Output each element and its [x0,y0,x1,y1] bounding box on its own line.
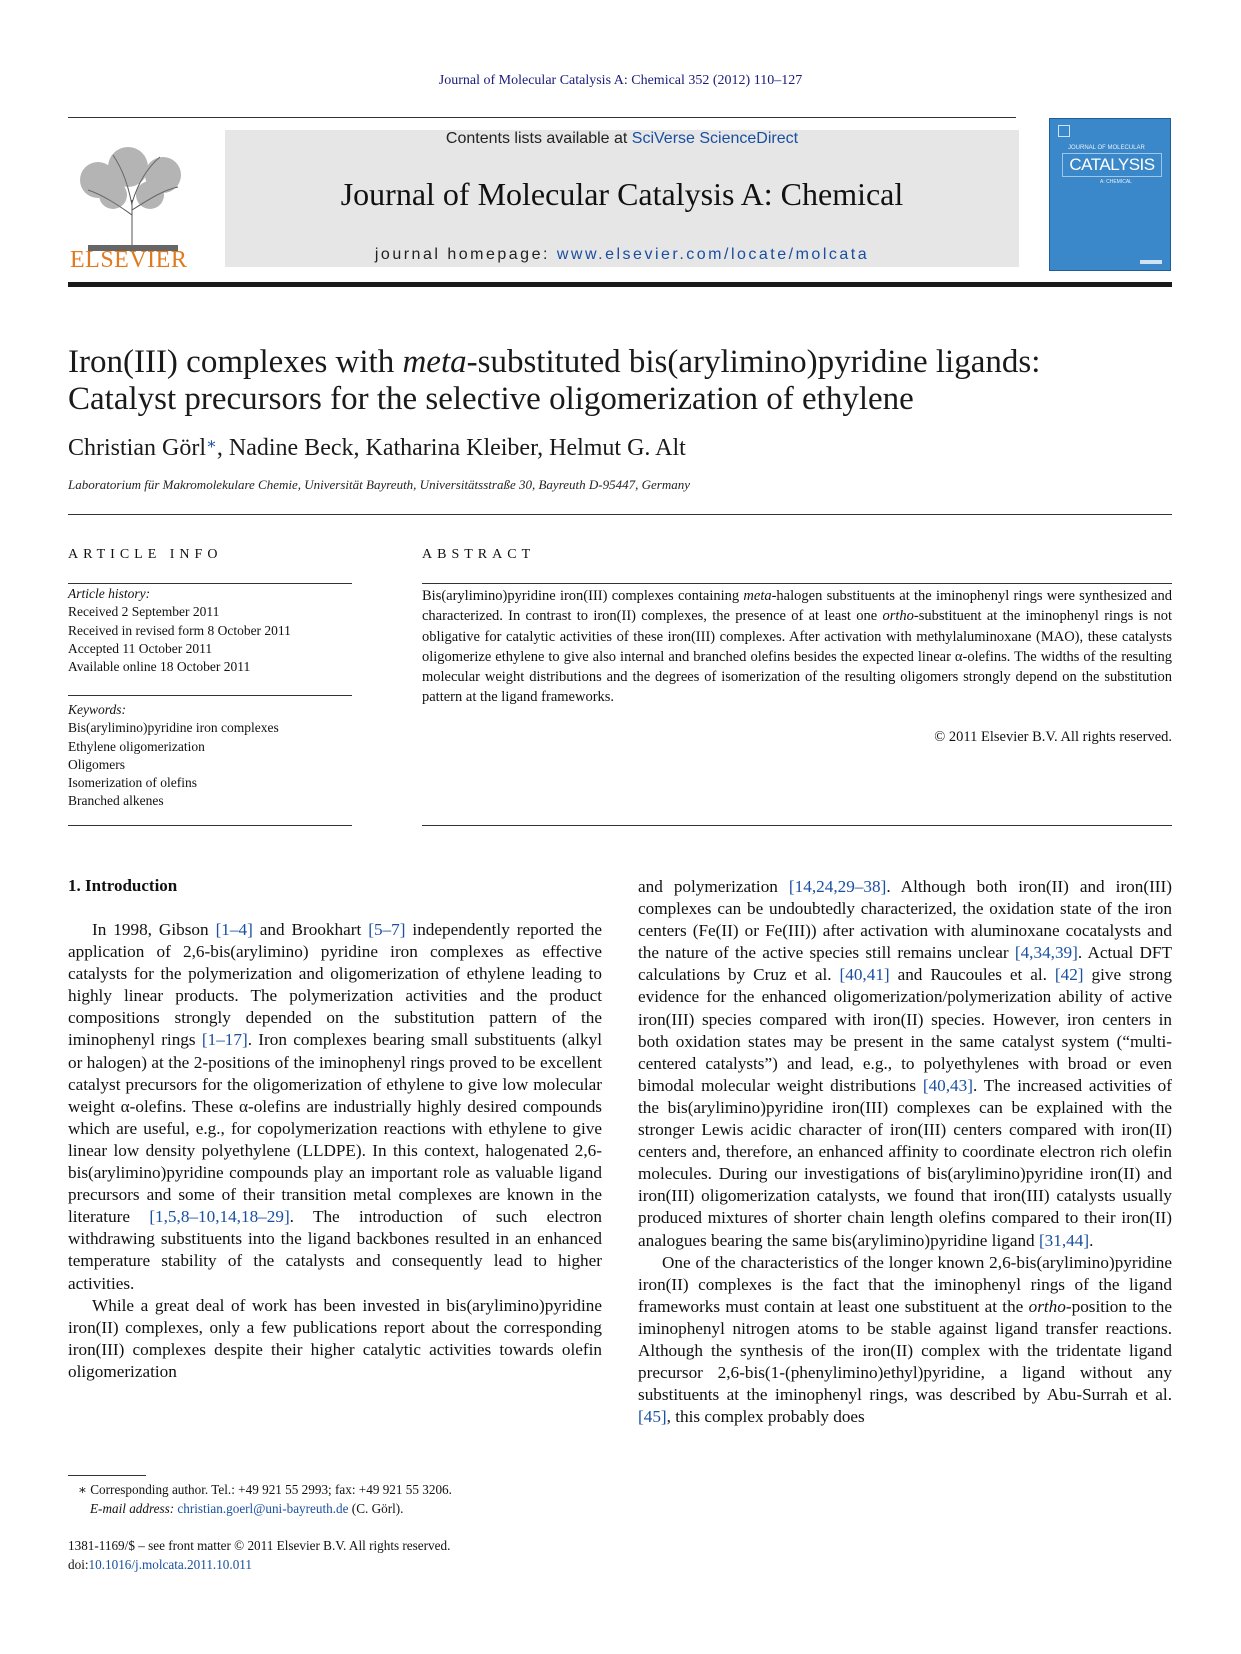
keywords [68,701,352,811]
history-item: Received in revised form 8 October 2011 [68,622,291,638]
footnote-corresponding: Corresponding author. Tel.: +49 921 55 2993; fax: +49 921 55 3206. [86,1482,452,1497]
article-title [68,344,1172,418]
paragraph: and polymerization [14,24,29–38]. Although both iron(II) and iron(III) complexes can be undoubtedly characterized, the oxidation state of the iron centers (Fe(II) or Fe(III)) after activation with aluminoxane cocatalysts and the nature of the active species still remains unclear [4,34,39]. Actual DFT calculations by Cruz et al. [40,41] and Raucoules et al. [42] give strong evidence for the enhanced oligomerization/polymerization ability of active iron(III) species compared with iron(II) species. However, iron centers in both oxidation states may be present in the same catalyst system (“multi-centered catalysts”) and lead, e.g., to polyethylenes with broad or even bimodal molecular weight distributions [40,43]. The increased activities of the bis(arylimino)pyridine iron(III) complexes can be explained with the stronger Lewis acidic character of iron(III) centers compared with iron(II) centers and, therefore, an enhanced affinity to coordinate electron rich olefin molecules. During our investigations of bis(arylimino)pyridine iron(II) and iron(III) oligomerization catalysts, we found that iron(III) catalysts usually produced mixtures of shorter chain length olefins compared to their iron(II) analogues bearing the same bis(arylimino)pyridine ligand [31,44]. [638,877,1172,1250]
abstract-text: Bis(arylimino)pyridine iron(III) complexes containing meta-halogen substituents at the iminophenyl rings were synthesized and characterized. In contrast to iron(II) complexes, the presence of at least one ortho-substituent at the iminophenyl rings is not obligative for catalytic activities of these iron(III) complexes. After activation with methylaluminoxane (MAO), these catalysts oligomerize ethylene to give also internal and branched olefins besides the expected linear α-olefins. The widths of the resulting molecular weight distributions and the degrees of isomerization of the resulting oligomers strongly depend on the substitution pattern at the ligand frameworks. [422,588,1172,706]
citation-link[interactable]: [40,41] [839,965,890,985]
abstract-heading: ABSTRACT [422,547,536,562]
cover-line-2: CATALYSIS [1062,153,1162,177]
history-item: Received 2 September 2011 [68,604,220,620]
citation-link[interactable]: [1–4] [215,920,253,939]
article-info-bottom-rule [68,825,352,826]
footnote [78,1481,452,1518]
citation-link[interactable]: [1–17] [201,1030,248,1050]
body-column-right [638,876,1172,1428]
title-text-1: Iron(III) complexes with [68,344,403,380]
corresponding-author-mark[interactable]: ∗ [206,436,217,453]
citation-link[interactable]: [5–7] [368,920,406,939]
doi-label: doi: [68,1556,89,1572]
article-info-heading: ARTICLE INFO [68,547,223,562]
history-item: Available online 18 October 2011 [68,659,251,675]
authors-rest: , Nadine Beck, Katharina Kleiber, Helmut G. Alt [216,435,686,461]
title-text-3: Catalyst precursors for the selective oligomerization of ethylene [68,381,914,417]
keyword-item: Isomerization of olefins [68,775,197,791]
header-rule [68,117,1016,118]
cover-line-1: JOURNAL OF MOLECULAR [1068,145,1145,151]
footnote-rule [68,1475,146,1476]
doi-link[interactable]: 10.1016/j.molcata.2011.10.011 [88,1556,252,1572]
contents-prefix: Contents lists available at [445,130,632,147]
abstract-bottom-rule [422,825,1172,826]
email-link[interactable]: christian.goerl@uni-bayreuth.de [177,1500,349,1516]
running-head[interactable]: Journal of Molecular Catalysis A: Chemical 352 (2012) 110–127 [438,73,803,88]
affiliation: Laboratorium für Makromolekulare Chemie, Universität Bayreuth, Universitätsstraße 30, Bayreuth D-95447, Germany [68,477,690,492]
abstract-rule [422,583,1172,584]
history-item: Accepted 11 October 2011 [68,640,213,656]
paragraph: In 1998, Gibson [1–4] and Brookhart [5–7] independently reported the application of 2,6-bis(arylimino) pyridine iron complexes as effective catalysts for the polymerization and oligomerization of ethylene leading to highly linear products. The polymerization activities and the product compositions strongly depended on the substitution pattern of the iminophenyl rings [1–17]. Iron complexes bearing small substituents (alkyl or halogen) at the 2-positions of the iminophenyl rings proved to be excellent catalyst precursors for the oligomerization of ethylene to give low molecular weight α-olefins. These α-olefins are industrially highly desired compounds which are useful, e.g., for copolymerization reactions with ethylene to give linear low density polyethylene (LLDPE). In this context, halogenated 2,6-bis(arylimino)pyridine compounds play an important role as valuable ligand precursors and some of their transition metal complexes are known in the literature [1,5,8–10,14,18–29]. The introduction of such electron withdrawing substituents into the ligand backbones resulted in an enhanced temperature stability of the catalysts and consequently lead to higher activities. [68,920,602,1293]
journal-title: Journal of Molecular Catalysis A: Chemical [340,176,904,212]
title-text-2: -substituted bis(arylimino)pyridine ligands: [466,344,1041,380]
keywords-rule [68,695,352,696]
citation-link[interactable]: [45] [638,1407,667,1427]
article-history [68,585,352,676]
issn-line: 1381-1169/$ – see front matter © 2011 Elsevier B.V. All rights reserved. [68,1538,451,1553]
title-italic: meta [402,344,467,380]
homepage-prefix: journal homepage: [374,246,557,263]
email-label: E-mail address: [90,1500,178,1516]
citation-link[interactable]: [4,34,39] [1014,943,1078,963]
author-list [68,434,686,462]
abstract-copyright: © 2011 Elsevier B.V. All rights reserved. [934,729,1172,745]
journal-cover-thumbnail[interactable] [1049,118,1171,271]
journal-homepage [225,246,1019,264]
keyword-item: Bis(arylimino)pyridine iron complexes [68,720,279,736]
header-thick-rule [68,282,1172,287]
cover-footer-mark [1140,260,1162,264]
article-info-rule [68,583,352,584]
citation-link[interactable]: [42] [1054,965,1084,985]
footnote-mark: ∗ [78,1482,87,1497]
keywords-label: Keywords: [68,702,126,717]
body-column-left [68,919,602,1383]
paragraph: One of the characteristics of the longer known 2,6-bis(arylimino)pyridine iron(II) complexes is the fact that the iminophenyl rings of the ligand frameworks must contain at least one substituent at the ortho-position to the iminophenyl nitrogen atoms to be stable against ligand transfer reactions. Although the synthesis of the iron(II) complex with the tridentate ligand precursor 2,6-bis(1-(phenylimino)ethyl)pyridine, a ligand without any substituents at the iminophenyl rings, was described by Abu-Surrah et al. [45], this complex probably does [638,1252,1173,1427]
citation-link[interactable]: [40,43] [922,1075,973,1095]
citation-link[interactable]: [1,5,8–10,14,18–29] [149,1207,290,1227]
citation-link[interactable]: [31,44] [1038,1230,1090,1250]
section-heading-introduction: 1. Introduction [68,876,178,895]
keyword-item: Ethylene oligomerization [68,738,205,754]
keyword-item: Branched alkenes [68,793,164,809]
keyword-item: Oligomers [68,756,125,772]
title-rule [68,514,1172,515]
paragraph: While a great deal of work has been invested in bis(arylimino)pyridine iron(II) complexes, only a few publications report about the corresponding iron(III) complexes despite their higher catalytic activities towards olefin oligomerization [68,1295,602,1381]
homepage-link[interactable]: www.elsevier.com/locate/molcata [556,246,870,263]
author-first: Christian Görl [68,435,206,461]
email-suffix: (C. Görl). [348,1500,404,1516]
cover-publisher-mark [1058,125,1070,137]
sciencedirect-link[interactable]: SciVerse ScienceDirect [631,130,799,147]
contents-line [225,130,1019,148]
history-label: Article history: [68,586,151,601]
elsevier-wordmark: ELSEVIER [70,247,188,273]
front-matter [68,1537,450,1574]
cover-line-3: A: CHEMICAL [1100,179,1132,185]
citation-link[interactable]: [14,24,29–38] [788,877,887,896]
